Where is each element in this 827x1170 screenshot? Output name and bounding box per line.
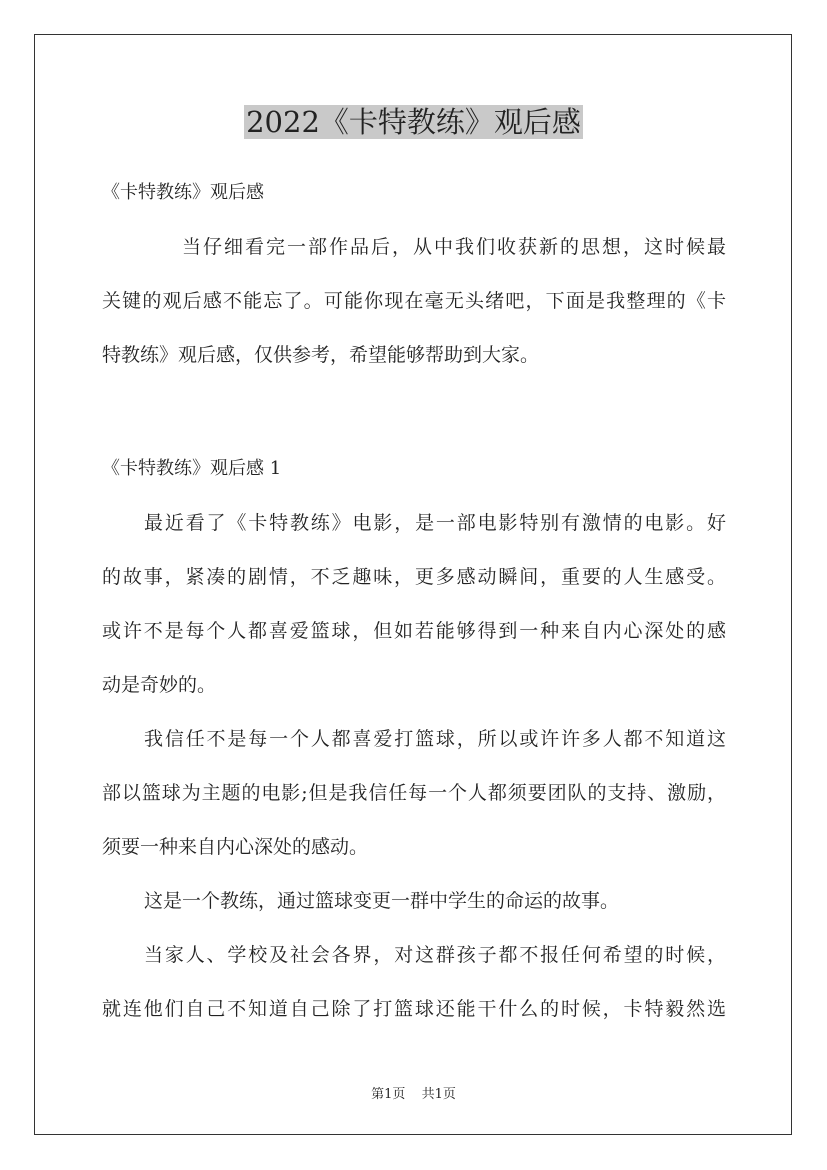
section-heading: 《卡特教练》观后感 1 (102, 458, 282, 479)
page-footer (0, 1083, 827, 1102)
document-body (102, 172, 726, 1042)
page-total: 共1页 (421, 1087, 456, 1102)
body-line: 部以篮球为主题的电影;但是我信任每一个人都须要团队的支持、激励， (102, 782, 726, 804)
body-line: 最近看了《卡特教练》电影，是一部电影特别有激情的电影。好 (144, 512, 726, 534)
body-line: 我信任不是每一个人都喜爱打篮球，所以或许许多人都不知道这 (144, 728, 726, 750)
body-line: 这是一个教练，通过篮球变更一群中学生的命运的故事。 (144, 890, 620, 912)
intro-line: 关键的观后感不能忘了。可能你现在毫无头绪吧，下面是我整理的《卡 (102, 290, 726, 312)
body-line: 当家人、学校及社会各界，对这群孩子都不报任何希望的时候， (144, 944, 726, 966)
page-number: 第1页 (371, 1087, 406, 1102)
intro-line: 特教练》观后感，仅供参考，希望能够帮助到大家。 (102, 344, 540, 366)
body-line: 或许不是每个人都喜爱篮球，但如若能够得到一种来自内心深处的感 (102, 620, 726, 642)
body-line: 动是奇妙的。 (102, 674, 217, 696)
body-line: 的故事，紧凑的剧情，不乏趣味，更多感动瞬间，重要的人生感受。 (102, 566, 726, 588)
paragraph-gap (102, 388, 726, 448)
document-title (0, 101, 827, 143)
document-title-text: 2022《卡特教练》观后感 (246, 105, 581, 139)
intro-line: 当仔细看完一部作品后，从中我们收获新的思想，这时候最 (182, 236, 726, 258)
body-line: 就连他们自己不知道自己除了打篮球还能干什么的时候，卡特毅然选 (102, 998, 726, 1020)
intro-heading: 《卡特教练》观后感 (102, 182, 264, 203)
body-line: 须要一种来自内心深处的感动。 (102, 836, 369, 858)
